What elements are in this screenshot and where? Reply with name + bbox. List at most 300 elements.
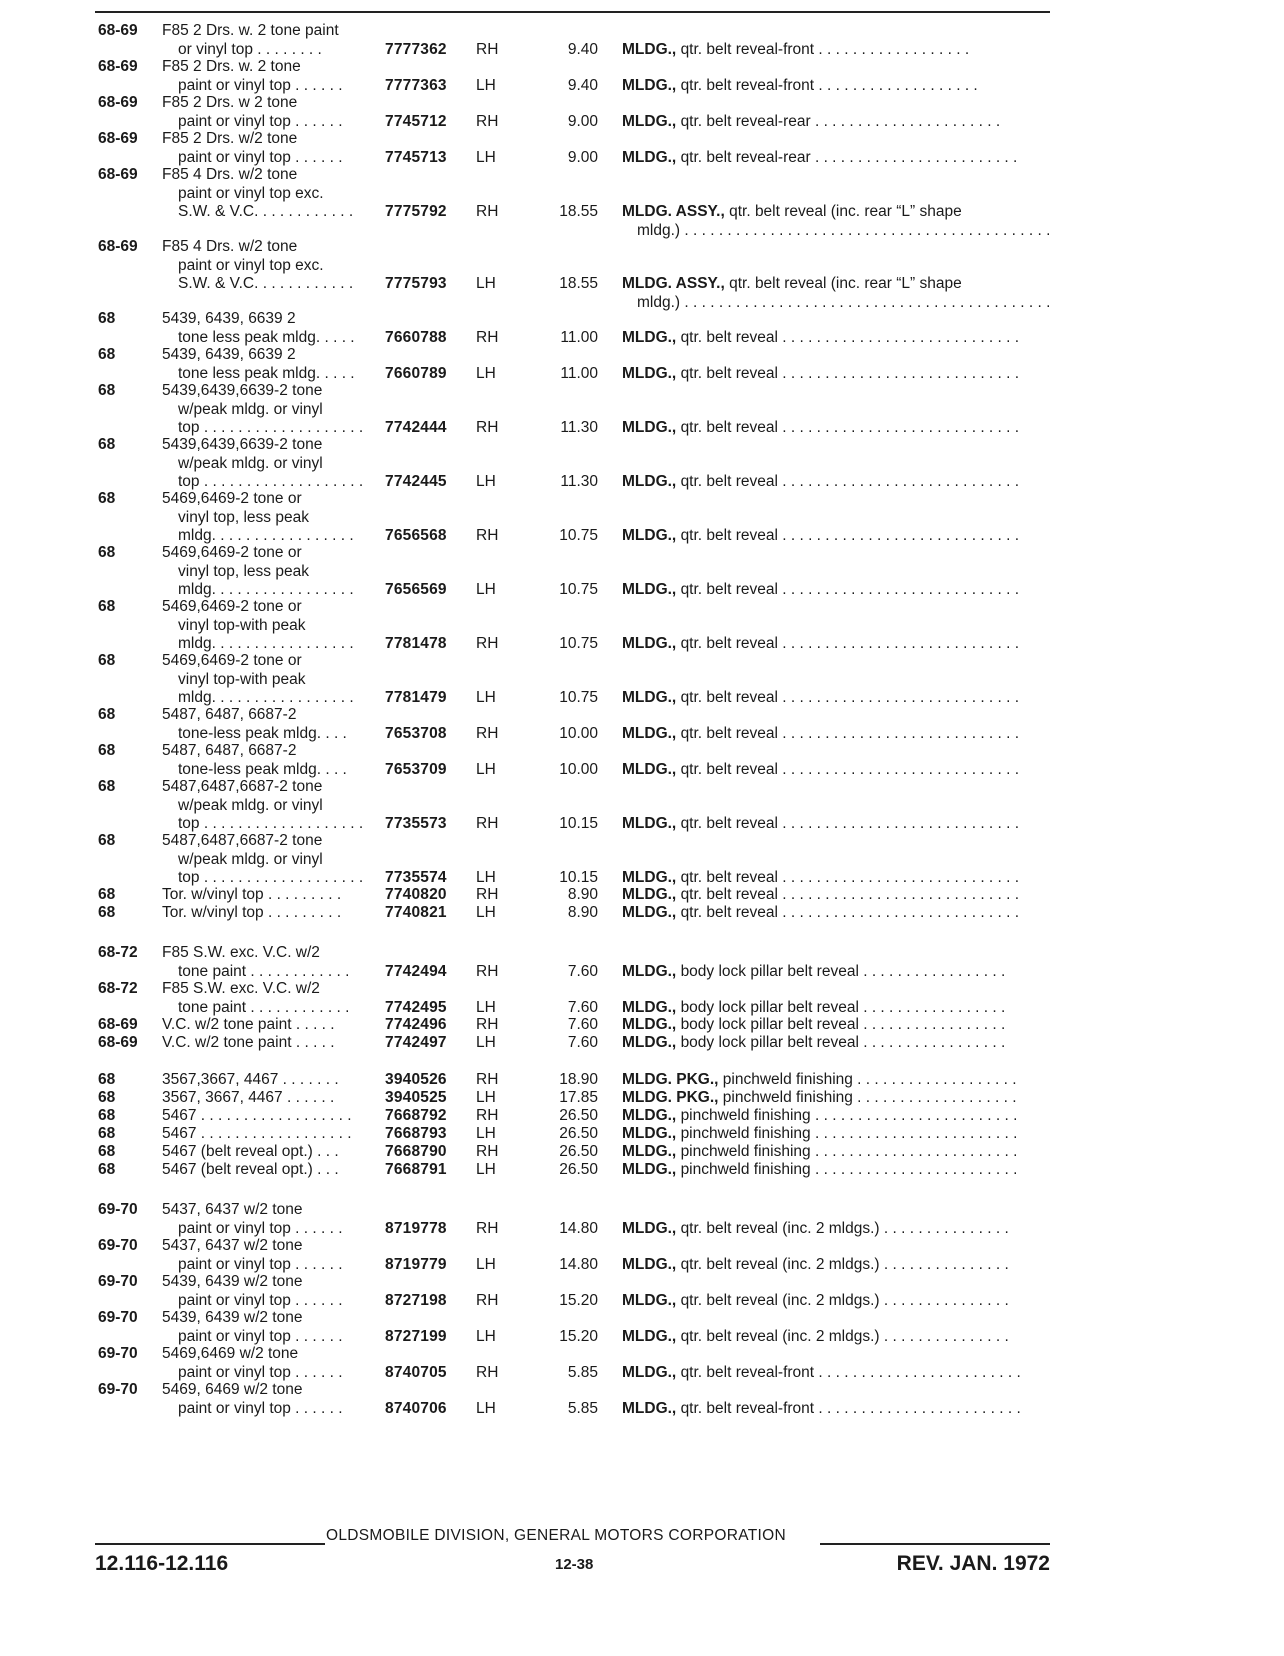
part-description [622,761,1019,780]
price: 15.20 [559,1327,598,1345]
model-year: 68 [98,1125,116,1142]
part-number: 7660788 [385,328,447,346]
application-text: tone less peak mldg. . . . . [178,364,355,382]
model-year: 68 [98,778,116,795]
description-text: qtr. belt reveal . . . . . . . . . . . . . . . . . . . . . . . . . . . . [680,689,1020,707]
price: 26.50 [559,1161,598,1178]
application-text: paint or vinyl top . . . . . . [178,112,343,130]
price: 17.85 [559,1089,598,1106]
part-description [622,904,1019,923]
description-keyword: MLDG., [622,328,677,346]
price: 18.90 [559,1071,598,1088]
description-keyword: MLDG., [622,815,677,833]
model-year: 68 [98,904,116,921]
description-text: qtr. belt reveal . . . . . . . . . . . . . . . . . . . . . . . . . . . . [680,473,1020,491]
side-code: LH [476,1089,496,1106]
part-number: 7742445 [385,473,447,491]
entry-line [0,1016,1284,1035]
entry-line [0,598,1284,617]
entry-line [0,130,1284,149]
entry-line [0,22,1284,41]
application-text: w/peak mldg. or vinyl [178,796,323,814]
description-text: body lock pillar belt reveal . . . . . . . . . . . . . . . . . [680,962,1006,980]
price: 10.75 [559,635,598,653]
description-text: qtr. belt reveal . . . . . . . . . . . . . . . . . . . . . . . . . . . . [680,724,1020,742]
application-text: or vinyl top . . . . . . . . [178,40,322,58]
application-text: paint or vinyl top . . . . . . [178,148,343,166]
part-number: 7740821 [385,904,447,921]
description-text: qtr. belt reveal (inc. 2 mldgs.) . . . . . . . . . . . . . . . [680,1219,1009,1237]
application-text: paint or vinyl top exc. [178,184,324,202]
description-keyword: MLDG., [622,635,677,653]
model-year: 68-69 [98,166,138,183]
model-year: 68-69 [98,238,138,255]
application-text: vinyl top-with peak [178,670,306,688]
price: 11.30 [560,419,598,437]
description-text: pinchweld finishing . . . . . . . . . . . . . . . . . . . [722,1071,1017,1088]
part-number: 8727198 [385,1291,447,1309]
model-year: 68 [98,742,116,759]
part-number: 8719779 [385,1255,447,1273]
description-keyword: MLDG., [622,40,677,58]
part-description [622,1016,1005,1035]
application-text: Tor. w/vinyl top . . . . . . . . . [162,886,342,903]
description-text: qtr. belt reveal . . . . . . . . . . . . . . . . . . . . . . . . . . . . [680,815,1020,833]
description-keyword: MLDG., [622,998,677,1016]
side-code: RH [476,203,499,221]
entry-line [0,77,1284,96]
part-description [622,1034,1005,1053]
model-year: 68-69 [98,22,138,39]
model-year: 68 [98,652,116,669]
entry-line [0,904,1284,923]
application-text: F85 4 Drs. w/2 tone [162,166,298,183]
description-text: qtr. belt reveal-front . . . . . . . . . . . . . . . . . . [680,40,970,58]
application-text: 5487, 6487, 6687-2 [162,706,297,723]
price: 11.00 [560,328,598,346]
part-entry [0,94,1284,131]
application-text: tone-less peak mldg. . . . [178,724,347,742]
part-description [622,725,1019,744]
model-year: 69-70 [98,1237,138,1254]
model-year: 68-69 [98,1016,138,1033]
side-code: LH [476,1125,496,1142]
side-code: RH [476,962,499,980]
part-entry [0,166,1284,241]
description-text: qtr. belt reveal . . . . . . . . . . . . . . . . . . . . . . . . . . . . [680,328,1020,346]
part-description [622,1292,1009,1311]
entry-line [0,1201,1284,1220]
price: 9.40 [567,40,598,58]
application-text: 5469, 6469 w/2 tone [162,1381,303,1398]
description-text: qtr. belt reveal . . . . . . . . . . . . . . . . . . . . . . . . . . . . [680,581,1020,599]
entry-line [0,1089,1284,1108]
application-text: tone paint . . . . . . . . . . . . [178,962,350,980]
description-text: qtr. belt reveal . . . . . . . . . . . . . . . . . . . . . . . . . . . . [680,419,1020,437]
entry-line [0,1328,1284,1347]
description-keyword: MLDG., [622,1034,677,1051]
part-number: 8740705 [385,1363,447,1381]
application-text: F85 2 Drs. w 2 tone [162,94,298,111]
model-year: 68-69 [98,1034,138,1051]
part-description [622,999,1005,1018]
entry-line [0,58,1284,77]
entry-line [0,742,1284,761]
application-text: F85 S.W. exc. V.C. w/2 [162,980,320,997]
part-entry [0,886,1284,905]
description-keyword: MLDG., [622,473,677,491]
price: 11.30 [560,473,598,491]
footer-rule-right [820,1543,1050,1545]
application-text: w/peak mldg. or vinyl [178,400,323,418]
description-keyword: MLDG., [622,76,677,94]
application-text: 5487,6487,6687-2 tone [162,778,323,795]
application-text: 5439, 6439, 6639 2 [162,346,296,363]
application-text: 5487,6487,6687-2 tone [162,832,323,849]
entry-line [0,1161,1284,1180]
side-code: RH [476,886,499,903]
description-keyword: MLDG. PKG., [622,1089,719,1106]
entry-line [0,94,1284,113]
part-entry [0,652,1284,708]
entry-line [0,382,1284,401]
part-number: 3940526 [385,1071,447,1088]
price: 10.75 [559,527,598,545]
part-description [622,77,978,96]
part-entry [0,706,1284,743]
description-text: qtr. belt reveal (inc. 2 mldgs.) . . . . . . . . . . . . . . . [680,1255,1009,1273]
description-keyword: MLDG., [622,1016,677,1033]
model-year: 69-70 [98,1273,138,1290]
entry-line [0,652,1284,671]
part-number: 7742496 [385,1016,447,1033]
application-text: S.W. & V.C. . . . . . . . . . . . [178,203,354,221]
part-number: 7653708 [385,724,447,742]
application-text: tone paint . . . . . . . . . . . . [178,998,350,1016]
part-entry [0,490,1284,546]
part-entry [0,1237,1284,1274]
part-entry [0,1016,1284,1035]
description-continuation: mldg.) . . . . . . . . . . . . . . . . . . . . . . . . . . . . . . . . . . . . . . . . . . . [637,222,1051,240]
description-keyword: MLDG., [622,527,677,545]
part-entry [0,832,1284,888]
model-year: 68-69 [98,58,138,75]
description-continuation: mldg.) . . . . . . . . . . . . . . . . . . . . . . . . . . . . . . . . . . . . . . . . . . . [637,294,1051,312]
application-text: 5467 (belt reveal opt.) . . . [162,1161,339,1178]
part-entry [0,944,1284,981]
application-text: S.W. & V.C. . . . . . . . . . . . [178,275,354,293]
description-text: pinchweld finishing . . . . . . . . . . . . . . . . . . . . . . . . [680,1125,1018,1142]
entry-line [0,999,1284,1018]
side-code: RH [476,1219,499,1237]
part-number: 7777362 [385,40,447,58]
application-text: 5439,6439,6639-2 tone [162,382,323,399]
price: 10.00 [559,724,598,742]
part-entry [0,1161,1284,1180]
part-description [622,1400,1021,1419]
description-keyword: MLDG., [622,724,677,742]
description-keyword: MLDG., [622,869,677,887]
application-text: 5439,6439,6639-2 tone [162,436,323,453]
side-code: LH [476,275,496,293]
part-description [622,149,1017,168]
part-number: 7668791 [385,1161,447,1178]
part-number: 7742495 [385,998,447,1016]
entry-line [0,455,1284,474]
model-year: 68 [98,1107,116,1124]
side-code: LH [476,76,496,94]
description-text: qtr. belt reveal . . . . . . . . . . . . . . . . . . . . . . . . . . . . [680,635,1020,653]
application-text: top . . . . . . . . . . . . . . . . . . . [178,869,364,887]
part-entry [0,238,1284,313]
part-number: 7742494 [385,962,447,980]
part-entry [0,436,1284,492]
part-entry [0,1071,1284,1090]
description-keyword: MLDG., [622,581,677,599]
part-entry [0,1273,1284,1310]
description-keyword: MLDG., [622,962,677,980]
footer-section-number: 12.116-12.116 [95,1552,229,1575]
description-text: body lock pillar belt reveal . . . . . . . . . . . . . . . . . [680,1016,1006,1033]
part-description [622,1161,1017,1180]
application-text: 5437, 6437 w/2 tone [162,1201,303,1218]
part-description [622,275,962,294]
part-number: 8727199 [385,1327,447,1345]
model-year: 68 [98,544,116,561]
part-number: 7745712 [385,112,447,130]
price: 9.00 [567,112,598,130]
entry-line [0,490,1284,509]
description-keyword: MLDG., [622,1219,677,1237]
entry-line [0,1071,1284,1090]
price: 11.00 [560,364,598,382]
part-number: 8719778 [385,1219,447,1237]
entry-line [0,980,1284,999]
part-number: 7742444 [385,419,447,437]
entry-line [0,1364,1284,1383]
part-number: 7775792 [385,203,447,221]
part-description [622,329,1019,348]
application-text: top . . . . . . . . . . . . . . . . . . . [178,815,364,833]
description-keyword: MLDG. ASSY., [622,275,725,293]
side-code: LH [476,998,496,1016]
price: 7.60 [567,1016,598,1033]
entry-line [0,1292,1284,1311]
application-text: F85 2 Drs. w/2 tone [162,130,298,147]
description-text: qtr. belt reveal-rear . . . . . . . . . . . . . . . . . . . . . . . . [680,148,1018,166]
side-code: RH [476,815,499,833]
application-text: 5439, 6439 w/2 tone [162,1273,303,1290]
price: 8.90 [567,904,598,921]
application-text: paint or vinyl top exc. [178,256,324,274]
part-entry [0,1107,1284,1126]
part-description [622,1107,1017,1126]
part-number: 7742497 [385,1034,447,1051]
entry-line [0,1345,1284,1364]
entry-line [0,544,1284,563]
part-number: 7668793 [385,1125,447,1142]
part-number: 7775793 [385,275,447,293]
application-text: paint or vinyl top . . . . . . [178,1363,343,1381]
price: 9.40 [567,76,598,94]
part-entry [0,1201,1284,1238]
description-text: qtr. belt reveal . . . . . . . . . . . . . . . . . . . . . . . . . . . . [680,527,1020,545]
description-text: qtr. belt reveal . . . . . . . . . . . . . . . . . . . . . . . . . . . . [680,886,1020,903]
application-text: F85 2 Drs. w. 2 tone [162,58,301,75]
description-text: qtr. belt reveal-front . . . . . . . . . . . . . . . . . . . [680,76,978,94]
application-text: paint or vinyl top . . . . . . [178,1291,343,1309]
description-text: body lock pillar belt reveal . . . . . . . . . . . . . . . . . [680,998,1006,1016]
application-text: paint or vinyl top . . . . . . [178,1255,343,1273]
footer-rule-left [95,1543,325,1545]
model-year: 68 [98,706,116,723]
part-number: 7781479 [385,689,447,707]
part-entry [0,544,1284,600]
description-text: qtr. belt reveal . . . . . . . . . . . . . . . . . . . . . . . . . . . . [680,869,1020,887]
model-year: 68-72 [98,980,138,997]
side-code: LH [476,1034,496,1051]
price: 7.60 [567,998,598,1016]
entry-line [0,886,1284,905]
application-text: 5437, 6437 w/2 tone [162,1237,303,1254]
price: 18.55 [559,275,598,293]
part-entry [0,904,1284,923]
entry-line [0,706,1284,725]
application-text: F85 4 Drs. w/2 tone [162,238,298,255]
side-code: RH [476,1143,499,1160]
side-code: RH [476,328,499,346]
entry-line [0,617,1284,636]
side-code: LH [476,1327,496,1345]
part-description [622,41,969,60]
entry-line [0,310,1284,329]
price: 8.90 [567,886,598,903]
entry-line [0,1237,1284,1256]
entry-line [0,346,1284,365]
part-number: 7653709 [385,760,447,778]
side-code: RH [476,1107,499,1124]
model-year: 68 [98,346,116,363]
side-code: LH [476,364,496,382]
side-code: RH [476,527,499,545]
price: 10.75 [559,581,598,599]
top-rule [95,11,1050,13]
entry-line [0,671,1284,690]
part-entry [0,778,1284,834]
description-keyword: MLDG. ASSY., [622,203,725,221]
part-description [622,1220,1009,1239]
application-text: tone less peak mldg. . . . . [178,328,355,346]
model-year: 68 [98,1071,116,1088]
price: 10.75 [559,689,598,707]
application-text: 5469,6469-2 tone or [162,598,302,615]
price: 10.00 [559,760,598,778]
application-text: paint or vinyl top . . . . . . [178,1399,343,1417]
side-code: RH [476,1071,499,1088]
model-year: 68 [98,436,116,453]
description-keyword: MLDG., [622,1255,677,1273]
entry-line [0,365,1284,384]
entry-line [0,329,1284,348]
description-keyword: MLDG., [622,886,677,903]
side-code: LH [476,689,496,707]
price: 5.85 [567,1363,598,1381]
application-text: 5439, 6439, 6639 2 [162,310,296,327]
description-keyword: MLDG., [622,760,677,778]
part-entry [0,598,1284,654]
application-text: V.C. w/2 tone paint . . . . . [162,1034,335,1051]
entry-line [0,149,1284,168]
part-description [622,1071,1017,1090]
side-code: LH [476,904,496,921]
entry-line [0,1256,1284,1275]
part-description [622,365,1019,384]
model-year: 68 [98,832,116,849]
description-keyword: MLDG., [622,112,677,130]
application-text: 5467 (belt reveal opt.) . . . [162,1143,339,1160]
entry-line [0,113,1284,132]
entry-line [0,401,1284,420]
part-entry [0,1143,1284,1162]
side-code: LH [476,1399,496,1417]
part-entry [0,58,1284,95]
application-text: w/peak mldg. or vinyl [178,850,323,868]
model-year: 69-70 [98,1201,138,1218]
side-code: LH [476,760,496,778]
side-code: RH [476,1016,499,1033]
entry-line [0,761,1284,780]
application-text: paint or vinyl top . . . . . . [178,1327,343,1345]
price: 7.60 [567,1034,598,1051]
part-number: 7745713 [385,148,447,166]
application-text: 5469,6469-2 tone or [162,490,302,507]
description-text: qtr. belt reveal . . . . . . . . . . . . . . . . . . . . . . . . . . . . [680,904,1020,921]
footer-division: OLDSMOBILE DIVISION, GENERAL MOTORS CORPORATION [326,1527,786,1544]
model-year: 69-70 [98,1345,138,1362]
description-text: pinchweld finishing . . . . . . . . . . . . . . . . . . . . . . . . [680,1161,1018,1178]
part-entry [0,1034,1284,1053]
model-year: 68-72 [98,944,138,961]
side-code: LH [476,473,496,491]
entry-line [0,1273,1284,1292]
application-text: mldg. . . . . . . . . . . . . . . . . [178,689,354,707]
application-text: mldg. . . . . . . . . . . . . . . . . [178,635,354,653]
description-keyword: MLDG., [622,364,677,382]
entry-line [0,1107,1284,1126]
part-description [622,963,1005,982]
application-text: vinyl top, less peak [178,508,309,526]
side-code: LH [476,869,496,887]
entry-line [0,436,1284,455]
price: 26.50 [559,1125,598,1142]
application-text: F85 S.W. exc. V.C. w/2 [162,944,320,961]
price: 10.15 [559,815,598,833]
price: 14.80 [559,1255,598,1273]
application-text: 3567, 3667, 4467 . . . . . . [162,1089,335,1106]
description-keyword: MLDG., [622,1363,677,1381]
part-entry [0,1309,1284,1346]
description-text: pinchweld finishing . . . . . . . . . . . . . . . . . . . . . . . . [680,1143,1018,1160]
description-text: qtr. belt reveal (inc. rear “L” shape [729,203,962,221]
entry-line [0,832,1284,851]
part-description [622,1125,1017,1144]
description-text: qtr. belt reveal (inc. 2 mldgs.) . . . . . . . . . . . . . . . [680,1291,1009,1309]
entry-line [0,166,1284,185]
description-text: qtr. belt reveal . . . . . . . . . . . . . . . . . . . . . . . . . . . . [680,364,1020,382]
part-description [622,1256,1009,1275]
part-entry [0,1345,1284,1382]
model-year: 68 [98,1161,116,1178]
